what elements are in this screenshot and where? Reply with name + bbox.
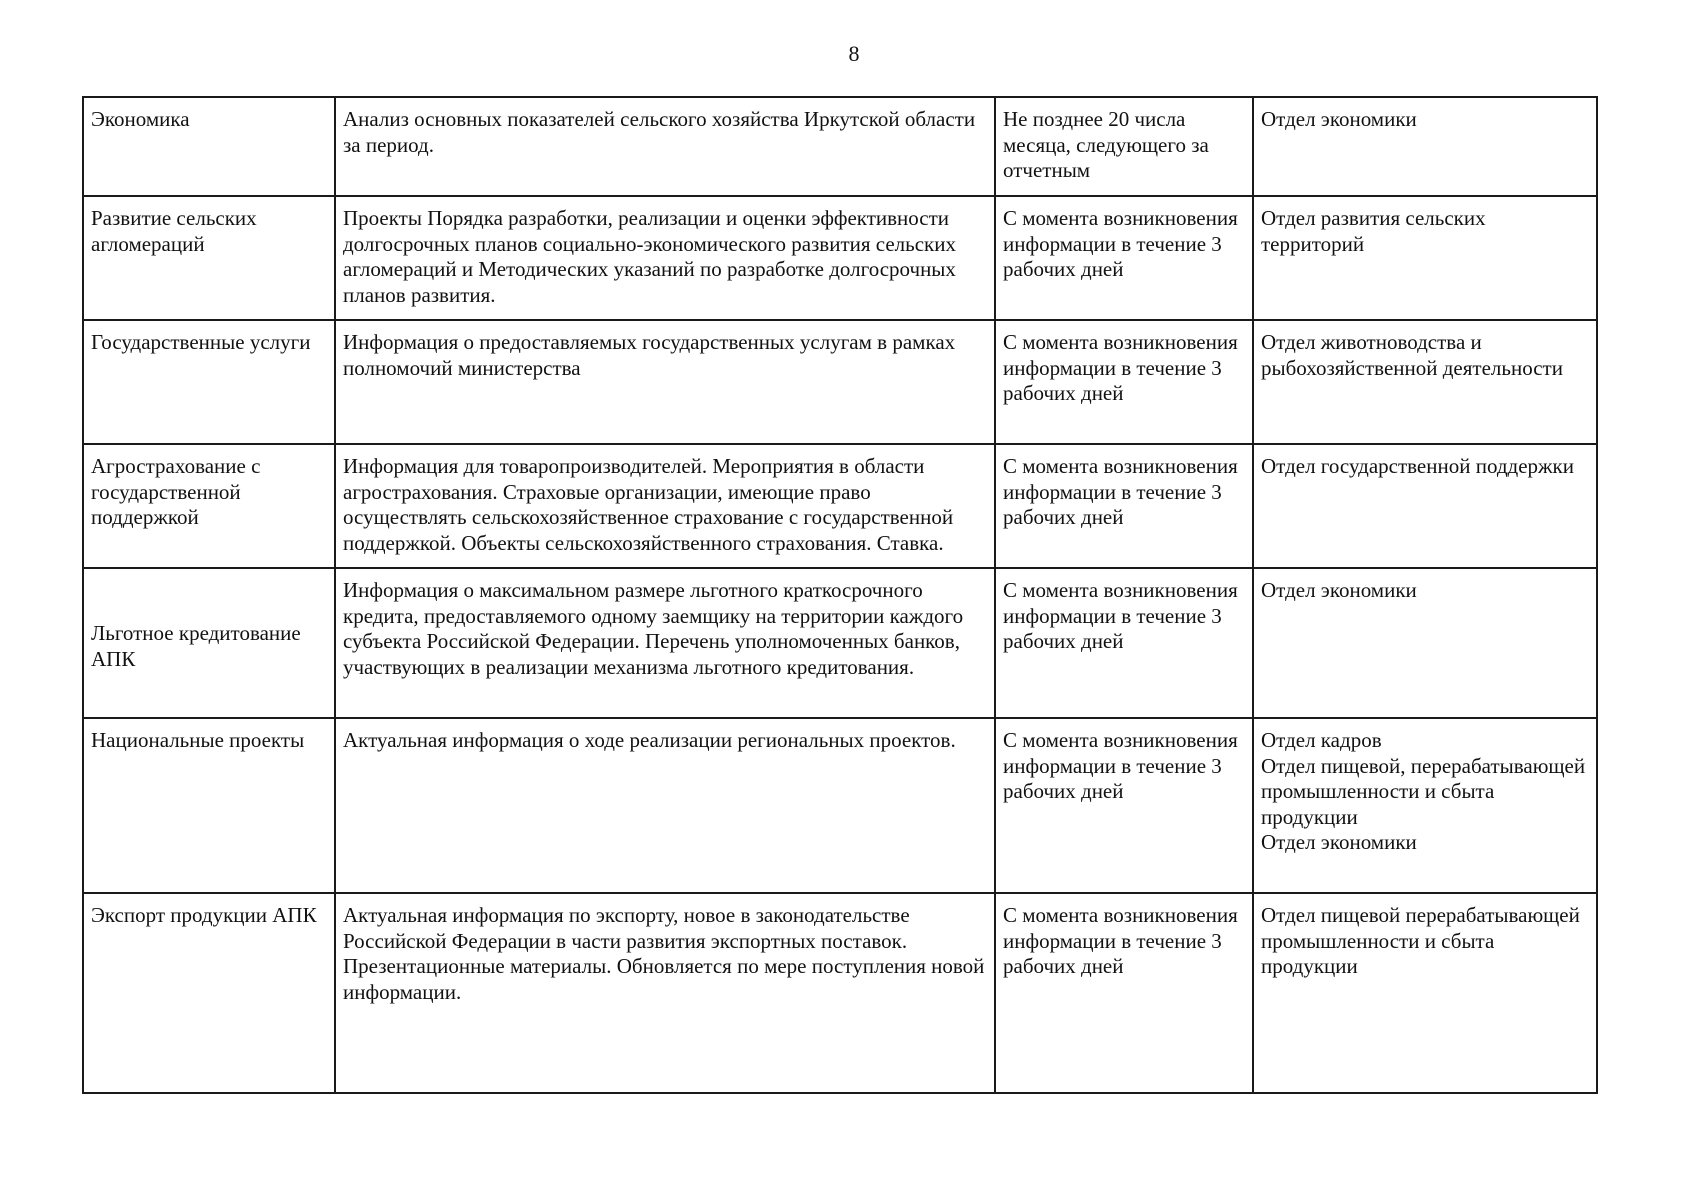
content-cell: Информация о предоставляемых государственных услугам в рамках полномочий министерства — [335, 320, 995, 444]
deadline-cell: Не позднее 20 числа месяца, следующего за отчетным — [995, 97, 1253, 196]
table-row — [83, 444, 1597, 568]
section-cell: Развитие сельских агломераций — [83, 196, 335, 320]
section-cell: Агрострахование с государственной поддержкой — [83, 444, 335, 568]
content-cell: Анализ основных показателей сельского хозяйства Иркутской области за период. — [335, 97, 995, 196]
section-cell: Национальные проекты — [83, 718, 335, 893]
table-row — [83, 568, 1597, 718]
department-cell: Отдел экономики — [1253, 97, 1597, 196]
section-cell: Государственные услуги — [83, 320, 335, 444]
department-cell: Отдел пищевой перерабатывающей промышленности и сбыта продукции — [1253, 893, 1597, 1093]
table-row — [83, 196, 1597, 320]
section-cell: Льготное кредитование АПК — [83, 568, 335, 718]
deadline-cell: С момента возникновения информации в течение 3 рабочих дней — [995, 444, 1253, 568]
table-row — [83, 97, 1597, 196]
section-cell: Экономика — [83, 97, 335, 196]
deadline-cell: С момента возникновения информации в течение 3 рабочих дней — [995, 196, 1253, 320]
information-table — [82, 96, 1598, 1094]
content-cell: Актуальная информация о ходе реализации региональных проектов. — [335, 718, 995, 893]
content-cell: Проекты Порядка разработки, реализации и оценки эффективности долгосрочных планов социально-экономического развития сельских агломераций и Методических указаний по разработке долгосрочных планов развития. — [335, 196, 995, 320]
content-cell: Информация для товаропроизводителей. Мероприятия в области агрострахования. Страховые организации, имеющие право осуществлять сельскохозяйственное страхование с государственной поддержкой. Объекты сельскохозяйственного страхования. Ставка. — [335, 444, 995, 568]
deadline-cell: С момента возникновения информации в течение 3 рабочих дней — [995, 718, 1253, 893]
content-cell: Информация о максимальном размере льготного краткосрочного кредита, предоставляемого одному заемщику на территории каждого субъекта Российской Федерации. Перечень уполномоченных банков, участвующих в реализации механизма льготного кредитования. — [335, 568, 995, 718]
deadline-cell: С момента возникновения информации в течение 3 рабочих дней — [995, 320, 1253, 444]
content-cell: Актуальная информация по экспорту, новое в законодательстве Российской Федерации в части развития экспортных поставок. Презентационные материалы. Обновляется по мере поступления новой информации. — [335, 893, 995, 1093]
department-cell: Отдел государственной поддержки — [1253, 444, 1597, 568]
page-number: 8 — [848, 41, 860, 66]
table-row — [83, 893, 1597, 1093]
section-cell: Экспорт продукции АПК — [83, 893, 335, 1093]
table-row — [83, 718, 1597, 893]
department-cell: Отдел развития сельских территорий — [1253, 196, 1597, 320]
deadline-cell: С момента возникновения информации в течение 3 рабочих дней — [995, 568, 1253, 718]
deadline-cell: С момента возникновения информации в течение 3 рабочих дней — [995, 893, 1253, 1093]
department-cell: Отдел кадров Отдел пищевой, перерабатывающей промышленности и сбыта продукции Отдел экономики — [1253, 718, 1597, 893]
department-cell: Отдел экономики — [1253, 568, 1597, 718]
department-cell: Отдел животноводства и рыбохозяйственной деятельности — [1253, 320, 1597, 444]
table-row — [83, 320, 1597, 444]
